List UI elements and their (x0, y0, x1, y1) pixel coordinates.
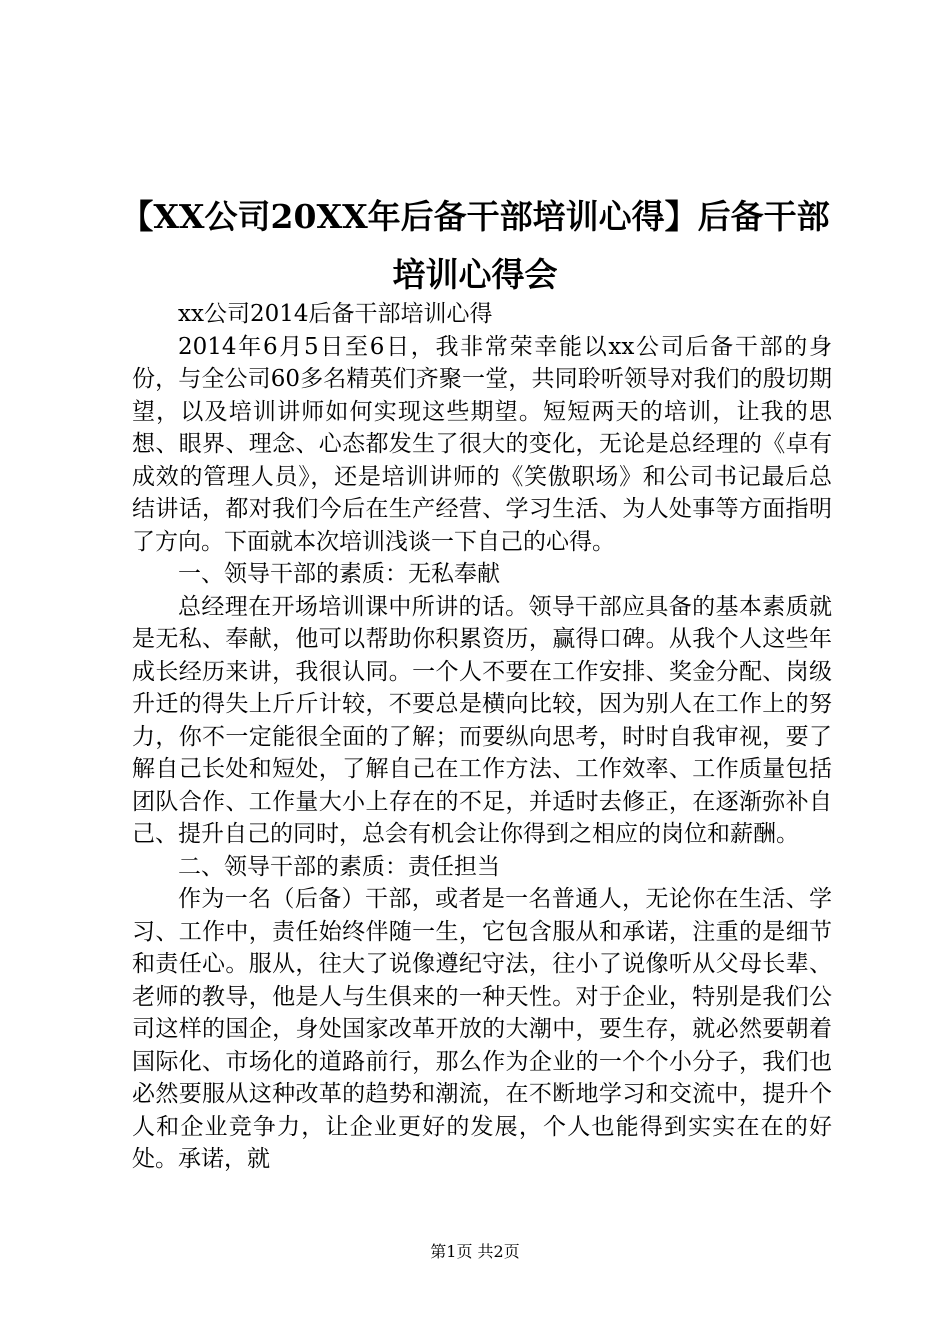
section-heading-2: 二、领导干部的素质：责任担当 (178, 853, 500, 880)
section-heading-1: 一、领导干部的素质：无私奉献 (178, 561, 500, 587)
page-footer: 第1页 共2页 (430, 1242, 520, 1261)
paragraph-subtitle: xx公司2014后备干部培训心得 (178, 301, 493, 327)
document-body (132, 298, 832, 1176)
paragraph-section-1: 总经理在开场培训课中所讲的话。领导干部应具备的基本素质就是无私、奉献，他可以帮助你积累资历，赢得口碑。从我个人这些年成长经历来讲，我很认同。一个人不要在工作安排、奖金分配、岗级升迁的得失上斤斤计较，不要总是横向比较，因为别人在工作上的努力，你不一定能很全面的了解；而要纵向思考，时时自我审视，要了解自己长处和短处，了解自己在工作方法、工作效率、工作质量包括团队合作、工作量大小上存在的不足，并适时去修正，在逐渐弥补自己、提升自己的同时，总会有机会让你得到之相应的岗位和薪酬。 (132, 593, 832, 847)
paragraph-section-2: 作为一名（后备）干部，或者是一名普通人，无论你在生活、学习、工作中，责任始终伴随一生，它包含服从和承诺，注重的是细节和责任心。服从，往大了说像遵纪守法，往小了说像听从父母长辈、老师的教导，他是人与生俱来的一种天性。对于企业，特别是我们公司这样的国企，身处国家改革开放的大潮中，要生存，就必然要朝着国际化、市场化的道路前行，那么作为企业的一个个小分子，我们也必然要服从这种改革的趋势和潮流，在不断地学习和交流中，提升个人和企业竞争力，让企业更好的发展，个人也能得到实实在在的好处。承诺，就 (132, 886, 832, 1172)
paragraph-intro: 2014年6月5日至6日，我非常荣幸能以xx公司后备干部的身份，与全公司60多名精英们齐聚一堂，共同聆听领导对我们的殷切期望，以及培训讲师如何实现这些期望。短短两天的培训，让我的思想、眼界、理念、心态都发生了很大的变化，无论是总经理的《卓有成效的管理人员》，还是培训讲师的《笑傲职场》和公司书记最后总结讲话，都对我们今后在生产经营、学习生活、为人处事等方面指明了方向。下面就本次培训浅谈一下自己的心得。 (132, 333, 832, 555)
document-title: 【XX公司20XX年后备干部培训心得】后备干部培训心得会 (120, 197, 830, 294)
